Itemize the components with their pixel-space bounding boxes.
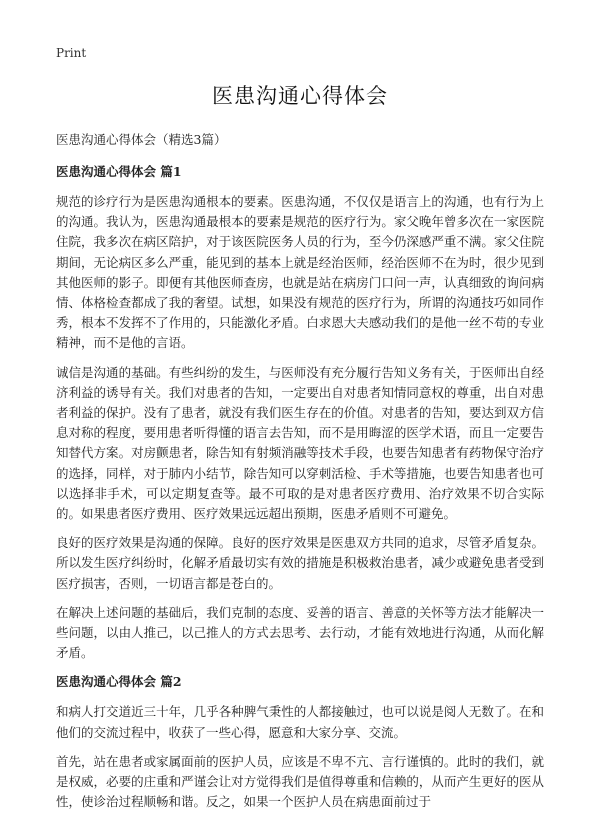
print-link[interactable]: Print — [56, 46, 87, 60]
paragraph: 首先，站在患者或家属面前的医护人员，应该是不卑不亢、言行谨慎的。此时的我们，就是权威，必要的庄重和严谨会让对方觉得我们是值得尊重和信赖的，从而产生更好的医从性，使诊治过程顺畅和谐。反之，如果一个医护人员在病患面前过于 — [56, 753, 544, 810]
paragraph: 诚信是沟通的基础。有些纠纷的发生，与医师没有充分履行告知义务有关，于医师出自经济利益的诱导有关。我们对患者的告知，一定要出自对患者知情同意权的尊重，出自对患者利益的保护。没有了患者，就没有我们医生存在的价值。对患者的告知，要达到双方信息对称的程度，要用患者听得懂的语言去告知，而不是用晦涩的医学术语，而且一定要告知替代方案。对房颤患者，除告知有射频消融等技术手段，也要告知患者有药物保守治疗的选择，同样，对于肺内小结节，除告知可以穿刺活检、手术等措施，也要告知患者也可以选择非手术，可以定期复查等。最不可取的是对患者医疗费用、治疗效果不切合实际的。如果患者医疗费用、医疗效果远远超出预期，医患矛盾则不可避免。 — [56, 364, 544, 522]
section-heading: 医患沟通心得体会 篇2 — [56, 674, 182, 690]
page-title: 医患沟通心得体会 — [212, 84, 388, 108]
paragraph: 在解决上述问题的基础后，我们克制的态度、妥善的语言、善意的关怀等方法才能解决一些问题，以由人推己，以己推人的方式去思考、去行动，才能有效地进行沟通，从而化解矛盾。 — [56, 604, 544, 661]
section-1 — [56, 162, 544, 663]
section-2 — [56, 672, 544, 812]
paragraph: 良好的医疗效果是沟通的保障。良好的医疗效果是医患双方共同的追求，尽管矛盾复杂。所以发生医疗纠纷时，化解矛盾最切实有效的措施是积极救治患者，减少或避免患者受到医疗损害，否则，一切语言都是苍白的。 — [56, 535, 544, 591]
paragraph: 和病人打交道近三十年，几乎各种脾气秉性的人都接触过，也可以说是阅人无数了。在和他们的交流过程中，收获了一些心得，愿意和大家分享、交流。 — [56, 704, 544, 740]
paragraph: 规范的诊疗行为是医患沟通根本的要素。医患沟通，不仅仅是语言上的沟通，也有行为上的沟通。我认为，医患沟通最根本的要素是规范的医疗行为。家父晚年曾多次在一家医院住院，我多次在病区陪护，对于该医院医务人员的行为，至今仍深感严重不满。家父住院期间，无论病区多么严重，能见到的基本上就是经治医师，经治医师不在为时，很少见到其他医师的影子。即便有其他医师查房，也就是站在病房门口问一声，认真细致的询问病情、体格检查都成了我的奢望。试想，如果没有规范的医疗行为，所谓的沟通技巧如同作秀，根本不发挥不了作用的，只能激化矛盾。白求恩大夫感动我们的是他一丝不苟的专业精神，而不是他的言语。 — [56, 194, 544, 351]
section-heading: 医患沟通心得体会 篇1 — [56, 164, 182, 179]
document-subtitle: 医患沟通心得体会（精选3篇） — [56, 132, 227, 147]
